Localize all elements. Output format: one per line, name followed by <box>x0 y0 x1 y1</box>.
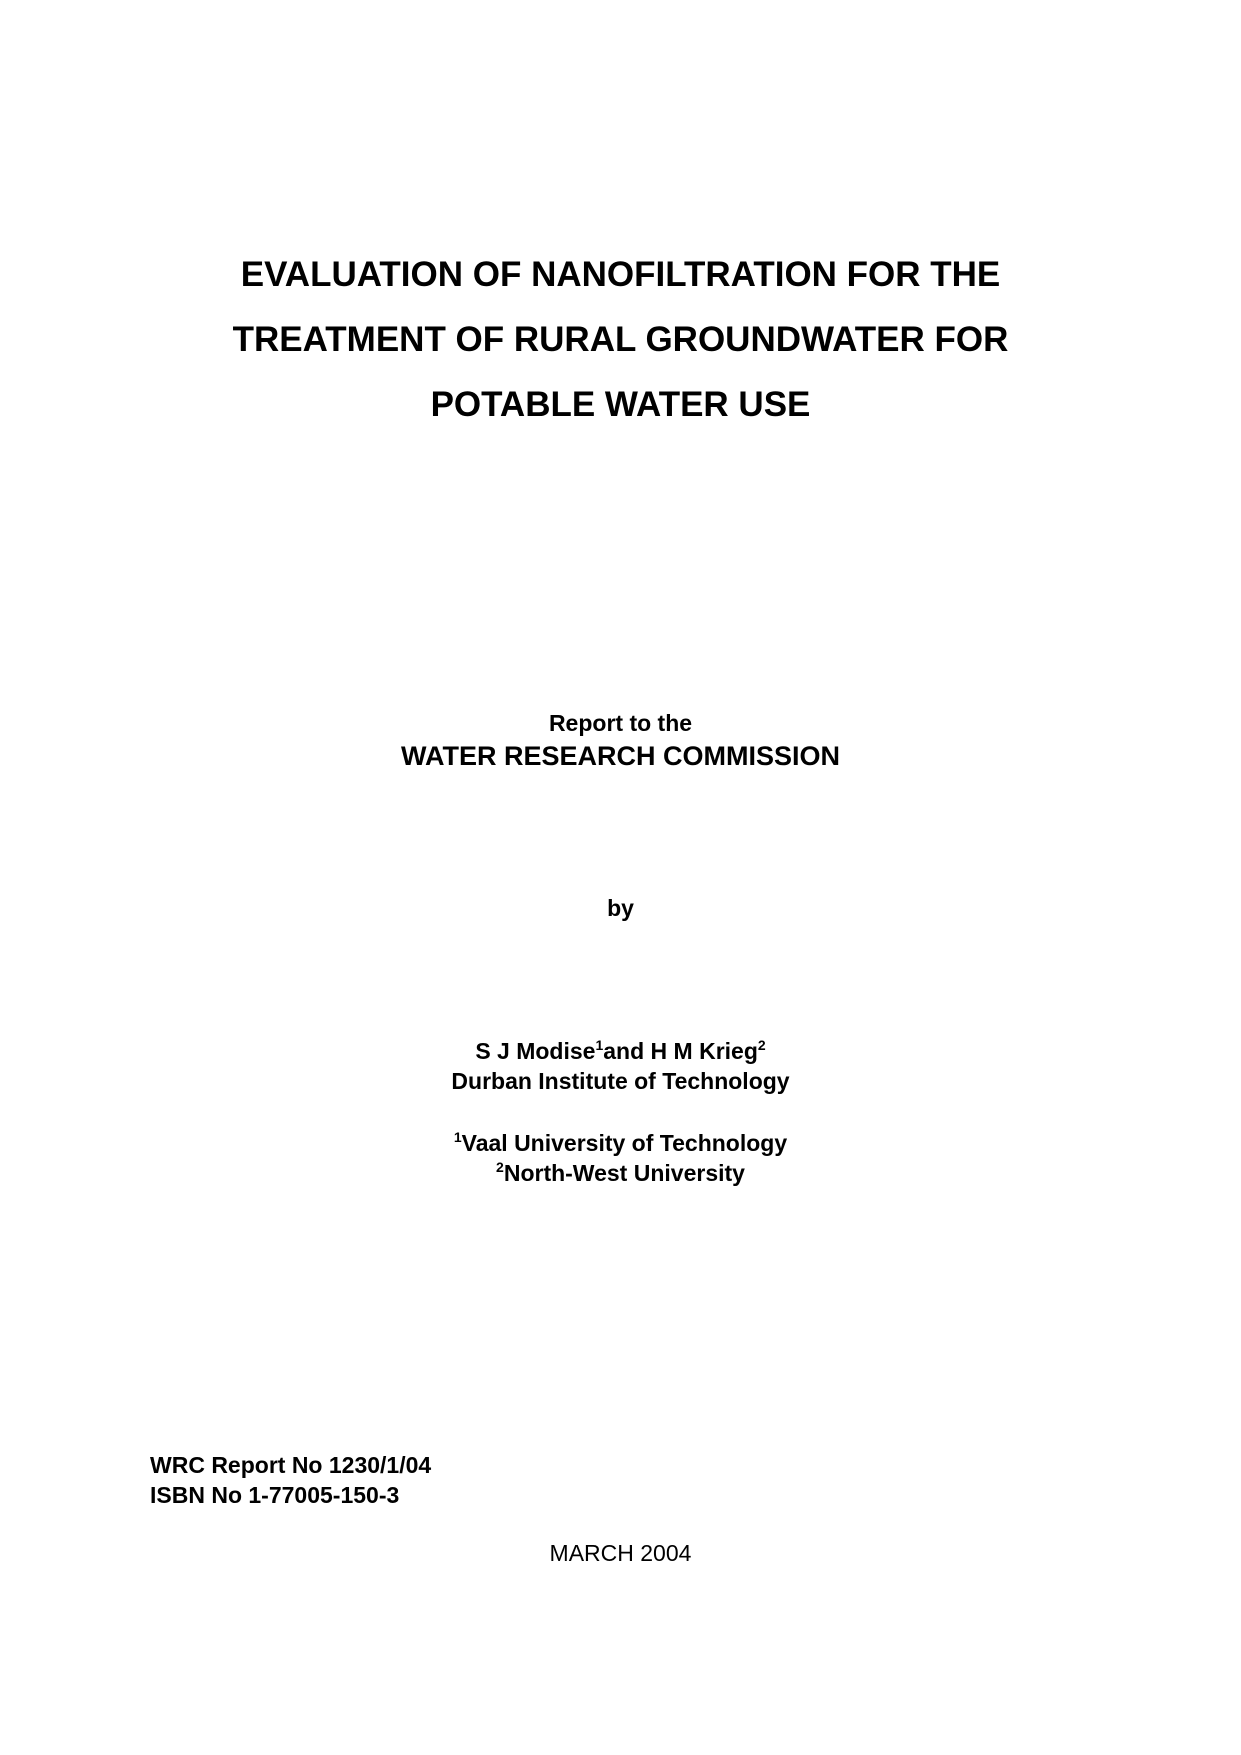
isbn-number: ISBN No 1-77005-150-3 <box>150 1482 400 1508</box>
affiliation-2-superscript: 2 <box>496 1159 504 1175</box>
by-label: by <box>607 895 634 921</box>
report-number: WRC Report No 1230/1/04 <box>150 1452 432 1478</box>
author-1-superscript: 1 <box>595 1037 604 1053</box>
title-line-3: POTABLE WATER USE <box>430 385 811 424</box>
document-title <box>0 242 1241 437</box>
affiliation-1 <box>0 1128 1241 1158</box>
affiliation-2 <box>0 1158 1241 1188</box>
authors-block <box>0 1036 1241 1096</box>
commission-name: WATER RESEARCH COMMISSION <box>400 741 840 771</box>
title-line-1: EVALUATION OF NANOFILTRATION FOR THE <box>240 255 1001 294</box>
institution: Durban Institute of Technology <box>451 1068 790 1094</box>
publication-date: MARCH 2004 <box>549 1540 692 1566</box>
title-line-2: TREATMENT OF RURAL GROUNDWATER FOR <box>232 320 1009 359</box>
author-line <box>0 1036 1241 1066</box>
affiliation-1-name: Vaal University of Technology <box>461 1130 788 1156</box>
report-info <box>150 1450 431 1510</box>
author-2: and H M Krieg <box>603 1038 758 1064</box>
author-1: S J Modise <box>475 1038 596 1064</box>
report-to-label: Report to the <box>548 710 693 736</box>
affiliation-1-superscript: 1 <box>453 1129 462 1145</box>
author-2-superscript: 2 <box>757 1037 766 1053</box>
affiliation-2-name: North-West University <box>503 1160 745 1186</box>
affiliations-block <box>0 1128 1241 1188</box>
